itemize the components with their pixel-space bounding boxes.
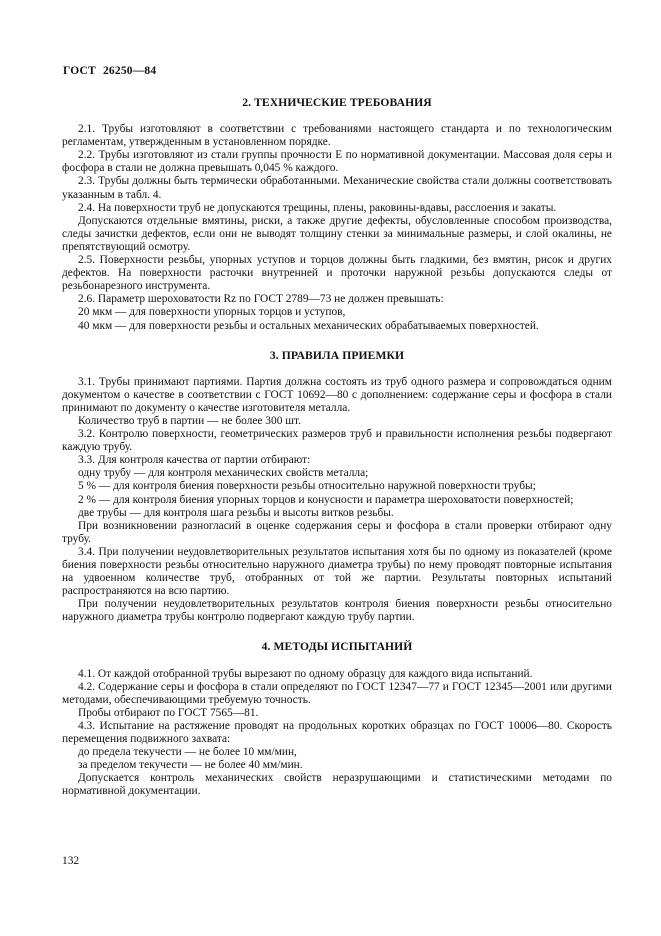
paragraph: При возникновении разногласий в оценке содержания серы и фосфора в стали проверки отбирают одну трубу. bbox=[62, 519, 612, 545]
document-header: ГОСТ 26250—84 bbox=[63, 65, 157, 77]
paragraph: 3.4. При получении неудовлетворительных результатов испытания хотя бы по одному из показателей (кроме биения поверхности резьбы относительно наружного диаметра трубы) по нему проводят повторные испытания на удвоенном количестве труб, отобранных от той же партии. Результаты повторных испытаний распространяются на всю партию. bbox=[62, 545, 612, 598]
paragraph: 20 мкм — для поверхности упорных торцов и уступов, bbox=[78, 306, 346, 319]
paragraph: 4.3. Испытание на растяжение проводят на продольных коротких образцах по ГОСТ 10006—80. Скорость перемещения подвижного захвата: bbox=[62, 719, 612, 746]
paragraph: При получении неудовлетворительных результатов контроля биения поверхности резьбы относительно наружного диаметра трубы контролю подвергают каждую трубу партии. bbox=[62, 598, 612, 624]
paragraph: 2.1. Трубы изготовляют в соответствии с требованиями настоящего стандарта и по технологическим регламентам, утвержденным в установленном порядке. bbox=[62, 123, 612, 149]
paragraph: 2.6. Параметр шероховатости Rz по ГОСТ 2789—73 не должен превышать: bbox=[78, 293, 444, 306]
paragraph: 3.3. Для контроля качества от партии отбирают: bbox=[78, 454, 311, 467]
section-title-test-methods: 4. МЕТОДЫ ИСПЫТАНИЙ bbox=[261, 640, 413, 654]
paragraph: до предела текучести — не более 10 мм/мин, bbox=[78, 746, 297, 759]
section-title-acceptance-rules: 3. ПРАВИЛА ПРИЕМКИ bbox=[269, 348, 405, 362]
paragraph: 2.3. Трубы должны быть термически обработанными. Механические свойства стали должны соответствовать указанным в табл. 4. bbox=[62, 175, 612, 201]
paragraph: 4.2. Содержание серы и фосфора в стали определяют по ГОСТ 12347—77 и ГОСТ 12345—2001 или другими методами, обеспечивающими требуемую точность. bbox=[62, 680, 612, 706]
paragraph: 3.2. Контролю поверхности, геометрических размеров труб и правильности исполнения резьбы подвергают каждую трубу. bbox=[62, 428, 612, 454]
page-number: 132 bbox=[62, 855, 80, 867]
paragraph: 2.4. На поверхности труб не допускаются трещины, плены, раковины-вдавы, расслоения и закаты. bbox=[78, 201, 557, 214]
paragraph: 4.1. От каждой отобранной трубы вырезают по одному образцу для каждого вида испытаний. bbox=[78, 667, 533, 680]
paragraph: две трубы — для контроля шага резьбы и высоты витков резьбы. bbox=[78, 506, 394, 519]
paragraph: 3.1. Трубы принимают партиями. Партия должна состоять из труб одного размера и сопровождаться одним документом о качестве в соответствии с ГОСТ 10692—80 с дополнением: содержание серы и фосфора в стали принимают по документу о качестве изготовителя металла. bbox=[62, 375, 612, 414]
paragraph: 5 % — для контроля биения поверхности резьбы относительно наружной поверхности трубы; bbox=[78, 480, 536, 493]
paragraph: за пределом текучести — не более 40 мм/мин. bbox=[78, 759, 303, 772]
section-title-technical-requirements: 2. ТЕХНИЧЕСКИЕ ТРЕБОВАНИЯ bbox=[242, 96, 432, 109]
paragraph: Пробы отбирают по ГОСТ 7565—81. bbox=[78, 706, 259, 719]
paragraph: Количество труб в партии — не более 300 шт. bbox=[78, 414, 301, 427]
paragraph: одну трубу — для контроля механических свойств металла; bbox=[78, 467, 369, 480]
paragraph: Допускаются отдельные вмятины, риски, а также другие дефекты, обусловленные способом производства, следы зачистки дефектов, если они не выводят толщину стенки за минимальные размеры, и слой окалины, не препятствующий осмотру. bbox=[62, 214, 612, 253]
paragraph: 2.5. Поверхности резьбы, упорных уступов и торцов должны быть гладкими, без вмятин, рисок и других дефектов. На поверхности расточки внутренней и проточки наружной резьбы допускаются следы от резьбонарезного инструмента. bbox=[62, 254, 612, 293]
paragraph: Допускается контроль механических свойств неразрушающими и статистическими методами по нормативной документации. bbox=[62, 772, 612, 798]
paragraph: 40 мкм — для поверхности резьбы и остальных механических обрабатываемых поверхностей. bbox=[78, 319, 539, 332]
document-body bbox=[62, 96, 612, 799]
paragraph: 2 % — для контроля биения упорных торцов и конусности и параметра шероховатости поверхностей; bbox=[78, 493, 574, 506]
paragraph: 2.2. Трубы изготовляют из стали группы прочности Е по нормативной документации. Массовая доля серы и фосфора в стали не должна превышать 0,045 % каждого. bbox=[62, 149, 612, 175]
